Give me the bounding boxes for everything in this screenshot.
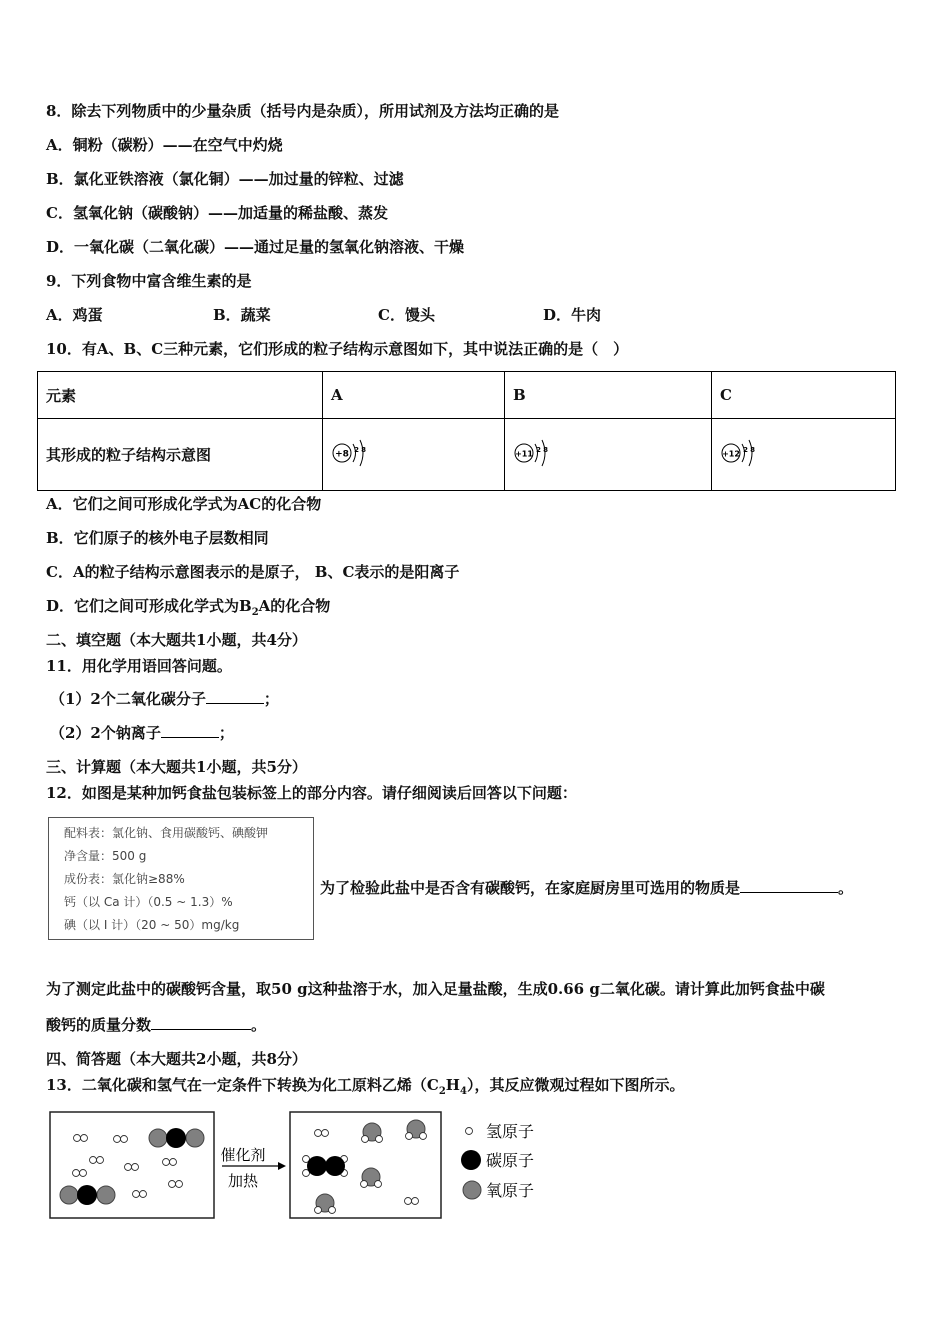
table-header-a: A — [323, 372, 505, 419]
heat-label: 加热 — [227, 1172, 259, 1190]
q12-calc-line-1: 为了测定此盐中的碳酸钙含量，取50 g这种盐溶于水，加入足量盐酸，生成0.66 g二氧化碳。请计算此加钙食盐中碳 — [46, 980, 825, 998]
q9-option-c: C．馒头 — [378, 306, 435, 324]
label-line: 钙（以 Ca 计）（0.5 ~ 1.3）% — [64, 895, 233, 909]
svg-text:+11: +11 — [515, 449, 533, 458]
label-line: 净含量：500 g — [64, 849, 147, 863]
table-header-c: C — [712, 372, 896, 419]
water-molecule — [406, 1120, 427, 1140]
answer-blank[interactable] — [161, 723, 219, 738]
svg-text:2: 2 — [536, 445, 541, 454]
water-molecule — [361, 1168, 382, 1188]
water-molecule — [315, 1194, 336, 1214]
q11-part-2: （2）2个钠离子 ； — [50, 724, 234, 742]
catalyst-label: 催化剂 — [220, 1146, 266, 1164]
section-2-heading: 二、填空题（本大题共1小题，共4分） — [46, 631, 307, 649]
legend-carbon: 碳原子 — [486, 1151, 535, 1170]
label-line: 配料表：氯化钠、食用碳酸钙、碘酸钾 — [64, 826, 269, 840]
legend — [461, 1122, 534, 1200]
section-3-heading: 三、计算题（本大题共1小题，共5分） — [46, 758, 307, 776]
label-line: 成份表：氯化钠≥88% — [64, 872, 185, 886]
answer-blank[interactable] — [740, 878, 838, 893]
svg-text:8: 8 — [361, 445, 366, 454]
answer-blank[interactable] — [151, 1015, 251, 1030]
ethylene-molecule — [303, 1156, 348, 1177]
diagram-cell-b — [505, 419, 712, 491]
q9-option-b: B．蔬菜 — [213, 306, 271, 324]
q8-stem: 8．除去下列物质中的少量杂质（括号内是杂质），所用试剂及方法均正确的是 — [46, 102, 559, 120]
hydrogen-legend-icon — [466, 1128, 473, 1135]
svg-text:8: 8 — [750, 445, 755, 454]
oxygen-legend-icon — [463, 1181, 481, 1199]
table-header-label: 元素 — [38, 372, 323, 419]
svg-text:+12: +12 — [722, 449, 740, 458]
q10-table — [37, 371, 896, 491]
diagram-cell-a — [323, 419, 505, 491]
atom-diagram-a — [331, 436, 379, 470]
q12-stem: 12．如图是某种加钙食盐包装标签上的部分内容。请仔细阅读后回答以下问题： — [46, 784, 577, 802]
legend-hydrogen: 氢原子 — [486, 1122, 535, 1141]
q8-option-d: D．一氧化碳（二氧化碳）——通过足量的氢氧化钠溶液、干燥 — [46, 238, 465, 256]
atom-diagram-c — [720, 436, 768, 470]
atom-diagram-b — [513, 436, 561, 470]
q9-stem: 9．下列食物中富含维生素的是 — [46, 272, 252, 290]
q10-option-a: A．它们之间可形成化学式为AC的化合物 — [46, 495, 322, 513]
diagram-cell-c — [712, 419, 896, 491]
q8-option-c: C．氢氧化钠（碳酸钠）——加适量的稀盐酸、蒸发 — [46, 204, 388, 222]
q13-stem: 13．二氧化碳和氢气在一定条件下转换为化工原料乙烯$(C_2H_4)$，其反应微观过程如下图所示。 — [46, 1076, 685, 1097]
q11-part-1: （1）2个二氧化碳分子 ； — [50, 690, 279, 708]
co2-molecule — [60, 1185, 115, 1205]
q9-option-d: D．牛肉 — [543, 306, 602, 324]
q10-option-d: D．它们之间可形成化学式为$B_2A$的化合物 — [46, 597, 331, 618]
q10-option-c: C．A的粒子结构示意图表示的是原子， B、C表示的是阳离子 — [46, 563, 460, 581]
section-4-heading: 四、简答题（本大题共2小题，共8分） — [46, 1050, 307, 1068]
label-line: 碘（以 I 计）（20 ~ 50）mg/kg — [64, 918, 240, 932]
salt-package-label — [48, 817, 314, 940]
answer-blank[interactable] — [206, 689, 264, 704]
svg-text:2: 2 — [354, 445, 359, 454]
co2-molecule — [149, 1128, 204, 1148]
table-row-label: 其形成的粒子结构示意图 — [38, 419, 323, 491]
reaction-diagram — [48, 1108, 548, 1223]
q9-option-a: A．鸡蛋 — [46, 306, 103, 324]
q8-option-a: A．铜粉（碳粉）——在空气中灼烧 — [46, 136, 283, 154]
svg-text:+8: +8 — [335, 449, 349, 459]
q12-calc-line-2: 酸钙的质量分数 。 — [46, 1016, 267, 1034]
legend-oxygen: 氧原子 — [486, 1181, 535, 1200]
q8-option-b: B．氯化亚铁溶液（氯化铜）——加过量的锌粒、过滤 — [46, 170, 404, 188]
svg-text:2: 2 — [743, 445, 748, 454]
q11-stem: 11．用化学用语回答问题。 — [46, 657, 232, 675]
svg-text:8: 8 — [543, 445, 548, 454]
water-molecule — [362, 1123, 383, 1143]
carbon-legend-icon — [461, 1150, 481, 1170]
table-header-b: B — [505, 372, 712, 419]
q10-option-b: B．它们原子的核外电子层数相同 — [46, 529, 269, 547]
q10-stem: 10．有A、B、C三种元素，它们形成的粒子结构示意图如下，其中说法正确的是（ ） — [46, 340, 629, 358]
q12-side-question: 为了检验此盐中是否含有碳酸钙，在家庭厨房里可选用的物质是 。 — [320, 879, 854, 897]
